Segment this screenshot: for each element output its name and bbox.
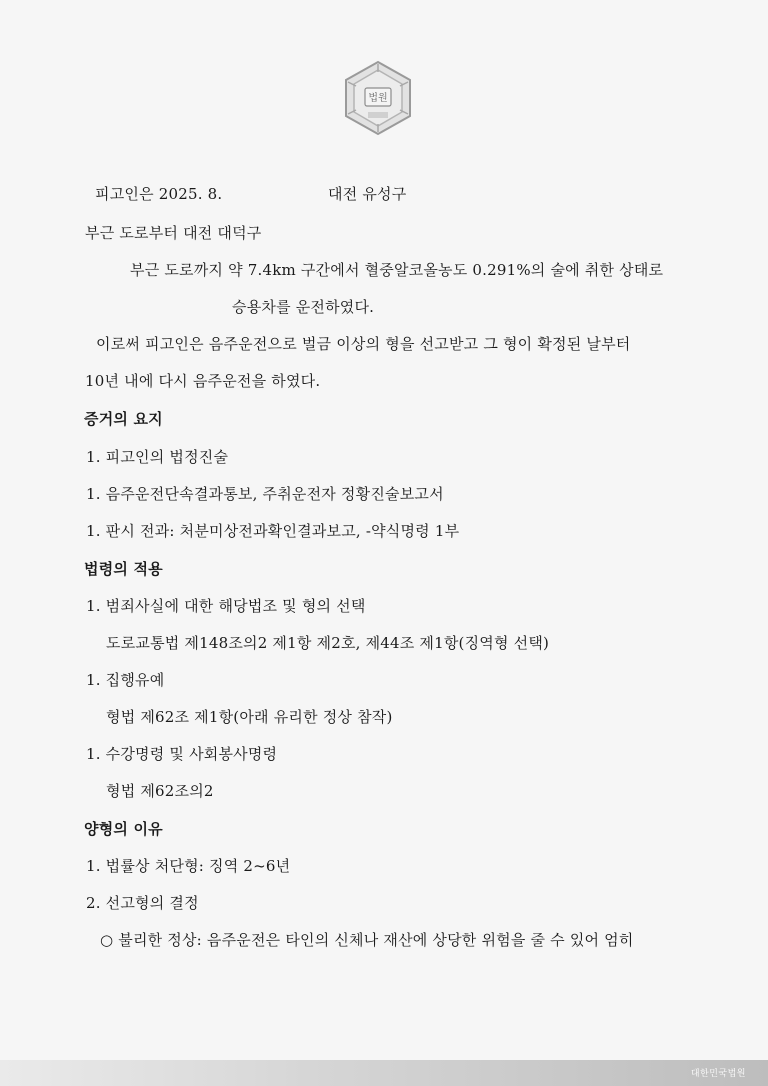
law-item-1-detail: 도로교통법 제148조의2 제1항 제2호, 제44조 제1항(징역형 선택) (106, 634, 550, 652)
court-emblem-icon (338, 58, 418, 138)
body-line-6: 10년 내에 다시 음주운전을 하였다. (85, 372, 321, 390)
law-item-2-detail: 형법 제62조 제1항(아래 유리한 정상 참작) (106, 708, 393, 726)
body-line-4: 승용차를 운전하였다. (232, 298, 375, 316)
body-line-1a: 피고인은 2025. 8. (95, 185, 223, 203)
sentencing-item-2: 2. 선고형의 결정 (86, 894, 199, 912)
body-line-3: 부근 도로까지 약 7.4km 구간에서 혈중알코올농도 0.291%의 술에 취한 상태로 (130, 261, 664, 279)
law-item-3-detail: 형법 제62조의2 (106, 782, 214, 800)
sentencing-item-1: 1. 법률상 처단형: 징역 2~6년 (86, 857, 291, 875)
evidence-item-2: 1. 음주운전단속결과통보, 주취운전자 정황진술보고서 (86, 485, 444, 503)
evidence-item-3: 1. 판시 전과: 처분미상전과확인결과보고, -약식명령 1부 (86, 522, 460, 540)
law-item-3: 1. 수강명령 및 사회봉사명령 (86, 745, 278, 763)
sentencing-item-2-detail: ○ 불리한 정상: 음주운전은 타인의 신체나 재산에 상당한 위험을 줄 수 있어 엄히 (100, 931, 634, 949)
law-item-2: 1. 집행유예 (86, 671, 165, 689)
heading-sentencing: 양형의 이유 (84, 820, 163, 838)
law-item-1: 1. 범죄사실에 대한 해당법조 및 형의 선택 (86, 597, 366, 615)
footer-court-name: 대한민국법원 (690, 1069, 746, 1079)
evidence-item-1: 1. 피고인의 법정진술 (86, 448, 229, 466)
heading-evidence: 증거의 요지 (84, 410, 163, 428)
body-line-1b: 대전 유성구 (328, 185, 407, 203)
footer-band (0, 1060, 768, 1086)
body-line-5: 이로써 피고인은 음주운전으로 벌금 이상의 형을 선고받고 그 형이 확정된 날부터 (96, 335, 631, 353)
heading-law: 법령의 적용 (84, 560, 163, 578)
body-line-2: 부근 도로부터 대전 대덕구 (85, 224, 262, 242)
emblem-seal-text: 법원 (368, 93, 388, 104)
